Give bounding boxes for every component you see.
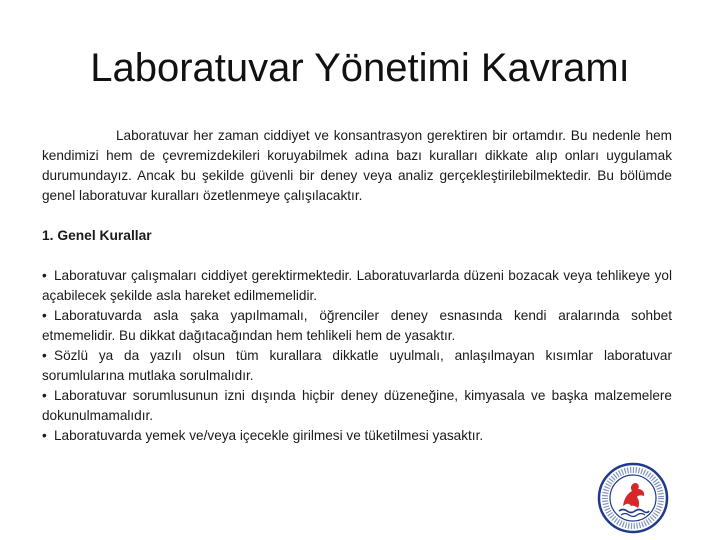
bullet-icon xyxy=(42,266,54,286)
rule-text: Laboratuvar çalışmaları ciddiyet gerektirmektedir. Laboratuvarlarda düzeni bozacak veya tehlikeye yol açabilecek şekilde asla hareket edilmemelidir. xyxy=(42,268,672,303)
list-item xyxy=(42,306,672,346)
list-item xyxy=(42,266,672,306)
section-heading: 1. Genel Kurallar xyxy=(42,228,152,243)
bullet-icon xyxy=(42,386,54,406)
page-title: Laboratuvar Yönetimi Kavramı xyxy=(90,46,630,90)
rule-text: Laboratuvar sorumlusunun izni dışında hiçbir deney düzeneğine, kimyasala ve başka malzemelere dokunulmamalıdır. xyxy=(42,388,672,423)
university-seal-icon xyxy=(597,462,669,534)
list-item xyxy=(42,346,672,386)
bullet-icon xyxy=(42,346,54,366)
intro-paragraph: Laboratuvar her zaman ciddiyet ve konsantrasyon gerektiren bir ortamdır. Bu nedenle hem kendimizi hem de çevremizdekileri koruyabilmek adına bazı kuralları dikkate alıp onları uygulamak durumundayız. Ancak bu şekilde güvenli bir deney veya analiz gerçekleştirilebilmektedir. Bu bölümde genel laboratuvar kuralları özetlenmeye çalışılacaktır. xyxy=(42,128,672,203)
list-item xyxy=(42,386,672,426)
bullet-icon xyxy=(42,306,54,326)
slide-content xyxy=(42,126,672,446)
rule-text: Laboratuvarda asla şaka yapılmamalı, öğrenciler deney esnasında kendi aralarında sohbet etmemelidir. Bu dikkat dağıtacağından hem tehlikeli hem de yasaktır. xyxy=(42,308,672,343)
rule-text: Sözlü ya da yazılı olsun tüm kurallara dikkatle uyulmalı, anlaşılmayan kısımlar laboratuvar sorumlularına mutlaka sorulmalıdır. xyxy=(42,348,672,383)
rules-list xyxy=(42,266,672,446)
rule-text: Laboratuvarda yemek ve/veya içecekle girilmesi ve tüketilmesi yasaktır. xyxy=(54,428,484,443)
list-item xyxy=(42,426,672,446)
bullet-icon xyxy=(42,426,54,446)
